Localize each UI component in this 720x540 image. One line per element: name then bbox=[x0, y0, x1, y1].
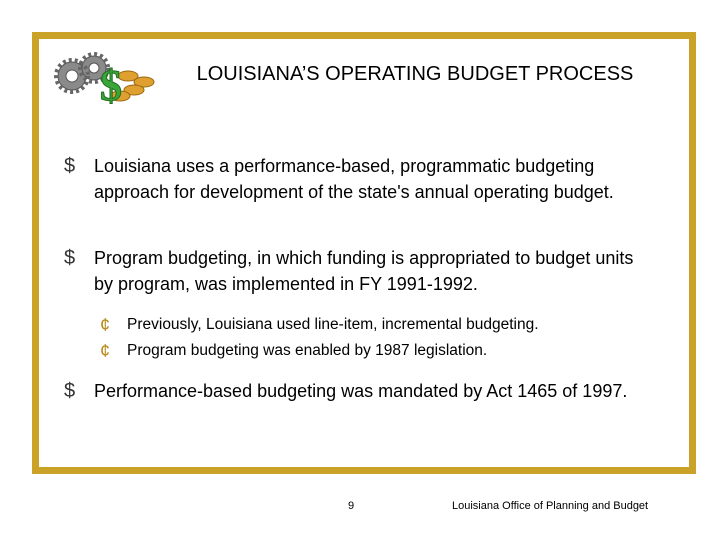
cent-bullet-icon: ¢ bbox=[100, 315, 111, 335]
bullet-item bbox=[64, 153, 654, 205]
dollar-bullet-icon: $ bbox=[64, 155, 76, 177]
cent-bullet-icon: ¢ bbox=[100, 341, 111, 361]
dollar-bullet-icon: $ bbox=[64, 380, 76, 402]
sub-bullet-text: Previously, Louisiana used line-item, incremental budgeting. bbox=[127, 316, 539, 333]
slide-title: LOUISIANA’S OPERATING BUDGET PROCESS bbox=[196, 63, 634, 85]
footer-organization: Louisiana Office of Planning and Budget bbox=[452, 500, 649, 512]
page-number: 9 bbox=[348, 500, 355, 512]
sub-bullet-text: Program budgeting was enabled by 1987 legislation. bbox=[127, 342, 488, 359]
bullet-text: Louisiana uses a performance-based, programmatic budgeting approach for development of the state's annual operating budget. bbox=[94, 156, 614, 202]
bullet-item bbox=[64, 245, 654, 297]
svg-text:$: $ bbox=[100, 61, 122, 108]
dollar-bullet-icon: $ bbox=[64, 247, 76, 269]
sub-bullet-item bbox=[100, 314, 660, 336]
bullet-item bbox=[64, 378, 654, 404]
bullet-text: Program budgeting, in which funding is appropriated to budget units by program, was implemented in FY 1991-1992. bbox=[94, 248, 634, 294]
gears-dollar-coins-icon bbox=[50, 46, 160, 108]
bullet-text: Performance-based budgeting was mandated by Act 1465 of 1997. bbox=[94, 381, 628, 401]
sub-bullet-item bbox=[100, 340, 660, 362]
